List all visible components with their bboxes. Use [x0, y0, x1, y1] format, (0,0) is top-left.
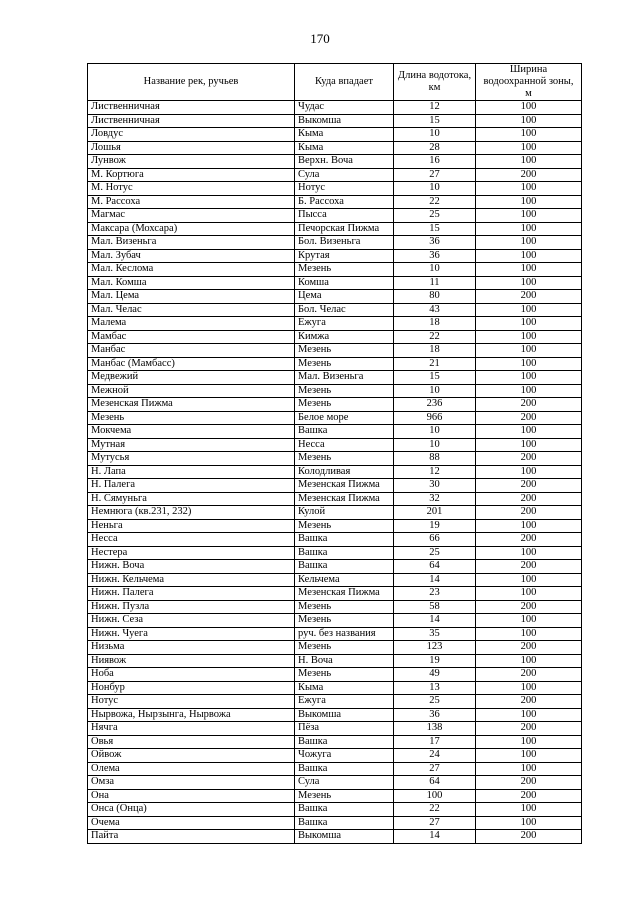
- zone-width-cell: 200: [476, 533, 582, 547]
- river-name-cell: Ноба: [88, 668, 295, 682]
- flows-into-cell: Крутая: [295, 249, 394, 263]
- table-row: [88, 141, 582, 155]
- table-row: [88, 722, 582, 736]
- length-cell: 236: [394, 398, 476, 412]
- length-cell: 88: [394, 452, 476, 466]
- river-name-cell: Манбас: [88, 344, 295, 358]
- table-row: [88, 290, 582, 304]
- zone-width-cell: 200: [476, 168, 582, 182]
- river-name-cell: Мезень: [88, 411, 295, 425]
- zone-width-cell: 100: [476, 182, 582, 196]
- river-name-cell: Лошья: [88, 141, 295, 155]
- length-cell: 138: [394, 722, 476, 736]
- table-row: [88, 317, 582, 331]
- flows-into-cell: Мезенская Пижма: [295, 492, 394, 506]
- river-name-cell: Низьма: [88, 641, 295, 655]
- river-name-cell: Лиственничная: [88, 114, 295, 128]
- length-cell: 28: [394, 141, 476, 155]
- river-name-cell: Пайта: [88, 830, 295, 844]
- flows-into-cell: Мезень: [295, 789, 394, 803]
- zone-width-cell: 100: [476, 317, 582, 331]
- table-row: [88, 452, 582, 466]
- flows-into-cell: Вашка: [295, 803, 394, 817]
- length-cell: 15: [394, 371, 476, 385]
- flows-into-cell: Мезень: [295, 641, 394, 655]
- length-cell: 13: [394, 681, 476, 695]
- table-row: [88, 789, 582, 803]
- length-cell: 43: [394, 303, 476, 317]
- table-row: [88, 128, 582, 142]
- river-name-cell: Омза: [88, 776, 295, 790]
- table-row: [88, 263, 582, 277]
- river-name-cell: Н. Сямуньга: [88, 492, 295, 506]
- table-row: [88, 357, 582, 371]
- length-cell: 15: [394, 222, 476, 236]
- flows-into-cell: Мезень: [295, 384, 394, 398]
- table-row: [88, 816, 582, 830]
- zone-width-cell: 100: [476, 708, 582, 722]
- length-cell: 14: [394, 830, 476, 844]
- length-cell: 25: [394, 546, 476, 560]
- zone-width-cell: 200: [476, 479, 582, 493]
- rivers-table: [87, 63, 582, 844]
- table-row: [88, 249, 582, 263]
- flows-into-cell: Кельчема: [295, 573, 394, 587]
- length-cell: 14: [394, 573, 476, 587]
- zone-width-cell: 100: [476, 371, 582, 385]
- zone-width-cell: 100: [476, 465, 582, 479]
- flows-into-cell: Нотус: [295, 182, 394, 196]
- flows-into-cell: Б. Рассоха: [295, 195, 394, 209]
- river-name-cell: Нижн. Воча: [88, 560, 295, 574]
- zone-width-cell: 100: [476, 573, 582, 587]
- length-cell: 32: [394, 492, 476, 506]
- river-name-cell: Мезенская Пижма: [88, 398, 295, 412]
- flows-into-cell: Цема: [295, 290, 394, 304]
- river-name-cell: Овья: [88, 735, 295, 749]
- table-row: [88, 641, 582, 655]
- river-name-cell: Мал. Визеньга: [88, 236, 295, 250]
- zone-width-cell: 100: [476, 344, 582, 358]
- zone-width-cell: 200: [476, 411, 582, 425]
- length-cell: 14: [394, 614, 476, 628]
- length-cell: 15: [394, 114, 476, 128]
- flows-into-cell: Вашка: [295, 762, 394, 776]
- length-cell: 22: [394, 195, 476, 209]
- table-row: [88, 371, 582, 385]
- table-row: [88, 803, 582, 817]
- length-cell: 966: [394, 411, 476, 425]
- table-row: [88, 182, 582, 196]
- length-cell: 19: [394, 519, 476, 533]
- header-length: Длина водотока, км: [394, 64, 476, 101]
- zone-width-cell: 100: [476, 276, 582, 290]
- length-cell: 36: [394, 708, 476, 722]
- flows-into-cell: Мезень: [295, 344, 394, 358]
- table-row: [88, 627, 582, 641]
- river-name-cell: Манбас (Мамбасс): [88, 357, 295, 371]
- table-row: [88, 101, 582, 115]
- flows-into-cell: Мезень: [295, 398, 394, 412]
- table-row: [88, 411, 582, 425]
- table-row: [88, 546, 582, 560]
- zone-width-cell: 200: [476, 398, 582, 412]
- zone-width-cell: 100: [476, 222, 582, 236]
- zone-width-cell: 100: [476, 546, 582, 560]
- zone-width-cell: 100: [476, 816, 582, 830]
- table-row: [88, 654, 582, 668]
- zone-width-cell: 100: [476, 357, 582, 371]
- zone-width-cell: 100: [476, 209, 582, 223]
- river-name-cell: Нырвожа, Нырзынга, Нырвожа: [88, 708, 295, 722]
- length-cell: 64: [394, 776, 476, 790]
- river-name-cell: Нижн. Пузла: [88, 600, 295, 614]
- zone-width-cell: 100: [476, 681, 582, 695]
- river-name-cell: Нижн. Палега: [88, 587, 295, 601]
- table-row: [88, 506, 582, 520]
- flows-into-cell: Выкомша: [295, 708, 394, 722]
- length-cell: 24: [394, 749, 476, 763]
- table-row: [88, 114, 582, 128]
- river-name-cell: Очема: [88, 816, 295, 830]
- flows-into-cell: Сула: [295, 776, 394, 790]
- zone-width-cell: 100: [476, 425, 582, 439]
- zone-width-cell: 100: [476, 749, 582, 763]
- flows-into-cell: Кыма: [295, 128, 394, 142]
- table-row: [88, 533, 582, 547]
- table-row: [88, 168, 582, 182]
- table-row: [88, 695, 582, 709]
- length-cell: 12: [394, 465, 476, 479]
- river-name-cell: Мутусья: [88, 452, 295, 466]
- length-cell: 64: [394, 560, 476, 574]
- table-row: [88, 681, 582, 695]
- length-cell: 80: [394, 290, 476, 304]
- flows-into-cell: Комша: [295, 276, 394, 290]
- flows-into-cell: Вашка: [295, 533, 394, 547]
- flows-into-cell: Мезень: [295, 357, 394, 371]
- zone-width-cell: 100: [476, 519, 582, 533]
- flows-into-cell: Пёза: [295, 722, 394, 736]
- length-cell: 19: [394, 654, 476, 668]
- river-name-cell: Ойвож: [88, 749, 295, 763]
- river-name-cell: Мал. Цема: [88, 290, 295, 304]
- table-row: [88, 438, 582, 452]
- length-cell: 123: [394, 641, 476, 655]
- table-row: [88, 776, 582, 790]
- length-cell: 58: [394, 600, 476, 614]
- river-name-cell: Лунвож: [88, 155, 295, 169]
- river-name-cell: Нячга: [88, 722, 295, 736]
- flows-into-cell: Ежуга: [295, 317, 394, 331]
- flows-into-cell: Мезень: [295, 263, 394, 277]
- length-cell: 18: [394, 344, 476, 358]
- flows-into-cell: Ежуга: [295, 695, 394, 709]
- table-row: [88, 600, 582, 614]
- table-row: [88, 519, 582, 533]
- flows-into-cell: Бол. Визеньга: [295, 236, 394, 250]
- river-name-cell: Максара (Мохсара): [88, 222, 295, 236]
- table-header: [88, 64, 582, 101]
- zone-width-cell: 200: [476, 290, 582, 304]
- river-name-cell: Н. Лапа: [88, 465, 295, 479]
- zone-width-cell: 200: [476, 600, 582, 614]
- river-name-cell: Немнюга (кв.231, 232): [88, 506, 295, 520]
- river-name-cell: Нижн. Сеза: [88, 614, 295, 628]
- flows-into-cell: Выкомша: [295, 830, 394, 844]
- river-name-cell: Лиственничная: [88, 101, 295, 115]
- length-cell: 27: [394, 816, 476, 830]
- flows-into-cell: Кыма: [295, 681, 394, 695]
- zone-width-cell: 200: [476, 560, 582, 574]
- table-body: [88, 101, 582, 844]
- table-row: [88, 155, 582, 169]
- river-name-cell: Мал. Комша: [88, 276, 295, 290]
- table-row: [88, 303, 582, 317]
- river-name-cell: М. Рассоха: [88, 195, 295, 209]
- length-cell: 27: [394, 168, 476, 182]
- length-cell: 201: [394, 506, 476, 520]
- flows-into-cell: Бол. Челас: [295, 303, 394, 317]
- river-name-cell: Н. Палега: [88, 479, 295, 493]
- river-name-cell: М. Кортюга: [88, 168, 295, 182]
- river-name-cell: Мутная: [88, 438, 295, 452]
- river-name-cell: Нижн. Кельчема: [88, 573, 295, 587]
- zone-width-cell: 200: [476, 641, 582, 655]
- zone-width-cell: 200: [476, 789, 582, 803]
- zone-width-cell: 100: [476, 155, 582, 169]
- table-row: [88, 344, 582, 358]
- table-row: [88, 425, 582, 439]
- zone-width-cell: 100: [476, 114, 582, 128]
- table-row: [88, 195, 582, 209]
- river-name-cell: Мокчема: [88, 425, 295, 439]
- table-row: [88, 614, 582, 628]
- length-cell: 17: [394, 735, 476, 749]
- zone-width-cell: 200: [476, 830, 582, 844]
- page-number: 170: [310, 31, 330, 46]
- zone-width-cell: 100: [476, 384, 582, 398]
- table-row: [88, 465, 582, 479]
- zone-width-cell: 100: [476, 438, 582, 452]
- zone-width-cell: 100: [476, 627, 582, 641]
- zone-width-cell: 100: [476, 330, 582, 344]
- flows-into-cell: Несса: [295, 438, 394, 452]
- length-cell: 22: [394, 330, 476, 344]
- river-name-cell: Магмас: [88, 209, 295, 223]
- flows-into-cell: Мезень: [295, 519, 394, 533]
- table-row: [88, 668, 582, 682]
- zone-width-cell: 200: [476, 492, 582, 506]
- zone-width-cell: 200: [476, 695, 582, 709]
- length-cell: 36: [394, 236, 476, 250]
- flows-into-cell: Н. Воча: [295, 654, 394, 668]
- flows-into-cell: Мезень: [295, 600, 394, 614]
- flows-into-cell: Чудас: [295, 101, 394, 115]
- flows-into-cell: руч. без названия: [295, 627, 394, 641]
- zone-width-cell: 200: [476, 452, 582, 466]
- length-cell: 12: [394, 101, 476, 115]
- river-name-cell: М. Нотус: [88, 182, 295, 196]
- zone-width-cell: 100: [476, 587, 582, 601]
- flows-into-cell: Вашка: [295, 546, 394, 560]
- flows-into-cell: Колодливая: [295, 465, 394, 479]
- river-name-cell: Малема: [88, 317, 295, 331]
- flows-into-cell: Кулой: [295, 506, 394, 520]
- zone-width-cell: 100: [476, 614, 582, 628]
- length-cell: 10: [394, 263, 476, 277]
- river-name-cell: Мал. Челас: [88, 303, 295, 317]
- zone-width-cell: 100: [476, 195, 582, 209]
- river-name-cell: Онса (Онца): [88, 803, 295, 817]
- length-cell: 35: [394, 627, 476, 641]
- flows-into-cell: Мезенская Пижма: [295, 587, 394, 601]
- zone-width-cell: 100: [476, 101, 582, 115]
- zone-width-cell: 200: [476, 668, 582, 682]
- table-row: [88, 749, 582, 763]
- table-row: [88, 222, 582, 236]
- table-row: [88, 384, 582, 398]
- river-name-cell: Олема: [88, 762, 295, 776]
- length-cell: 10: [394, 384, 476, 398]
- flows-into-cell: Вашка: [295, 425, 394, 439]
- river-name-cell: Нотус: [88, 695, 295, 709]
- river-name-cell: Мамбас: [88, 330, 295, 344]
- zone-width-cell: 100: [476, 762, 582, 776]
- length-cell: 10: [394, 438, 476, 452]
- length-cell: 10: [394, 128, 476, 142]
- river-name-cell: Неньга: [88, 519, 295, 533]
- river-name-cell: Нижн. Чуега: [88, 627, 295, 641]
- zone-width-cell: 100: [476, 803, 582, 817]
- river-name-cell: Нонбур: [88, 681, 295, 695]
- flows-into-cell: Кимжа: [295, 330, 394, 344]
- zone-width-cell: 100: [476, 236, 582, 250]
- length-cell: 22: [394, 803, 476, 817]
- zone-width-cell: 100: [476, 263, 582, 277]
- river-name-cell: Нестера: [88, 546, 295, 560]
- length-cell: 66: [394, 533, 476, 547]
- header-river-name: Название рек, ручьев: [88, 64, 295, 101]
- flows-into-cell: Пысса: [295, 209, 394, 223]
- river-name-cell: Она: [88, 789, 295, 803]
- table-row: [88, 236, 582, 250]
- flows-into-cell: Вашка: [295, 816, 394, 830]
- flows-into-cell: Мал. Визеньга: [295, 371, 394, 385]
- zone-width-cell: 200: [476, 776, 582, 790]
- flows-into-cell: Вашка: [295, 735, 394, 749]
- table-row: [88, 762, 582, 776]
- flows-into-cell: Выкомша: [295, 114, 394, 128]
- river-name-cell: Ловдус: [88, 128, 295, 142]
- flows-into-cell: Мезень: [295, 614, 394, 628]
- length-cell: 23: [394, 587, 476, 601]
- flows-into-cell: Чожуга: [295, 749, 394, 763]
- header-row: [88, 64, 582, 101]
- table-row: [88, 330, 582, 344]
- length-cell: 25: [394, 209, 476, 223]
- length-cell: 27: [394, 762, 476, 776]
- zone-width-cell: 100: [476, 654, 582, 668]
- table-row: [88, 573, 582, 587]
- length-cell: 21: [394, 357, 476, 371]
- flows-into-cell: Вашка: [295, 560, 394, 574]
- river-name-cell: Ниявож: [88, 654, 295, 668]
- length-cell: 49: [394, 668, 476, 682]
- length-cell: 25: [394, 695, 476, 709]
- river-name-cell: Мал. Кеслома: [88, 263, 295, 277]
- zone-width-cell: 100: [476, 303, 582, 317]
- flows-into-cell: Мезень: [295, 668, 394, 682]
- header-flows-into: Куда впадает: [295, 64, 394, 101]
- length-cell: 11: [394, 276, 476, 290]
- length-cell: 36: [394, 249, 476, 263]
- length-cell: 18: [394, 317, 476, 331]
- length-cell: 10: [394, 182, 476, 196]
- flows-into-cell: Сула: [295, 168, 394, 182]
- flows-into-cell: Печорская Пижма: [295, 222, 394, 236]
- river-name-cell: Мал. Зубач: [88, 249, 295, 263]
- zone-width-cell: 100: [476, 249, 582, 263]
- length-cell: 100: [394, 789, 476, 803]
- length-cell: 30: [394, 479, 476, 493]
- flows-into-cell: Белое море: [295, 411, 394, 425]
- table-row: [88, 560, 582, 574]
- table-row: [88, 735, 582, 749]
- table-row: [88, 479, 582, 493]
- flows-into-cell: Кыма: [295, 141, 394, 155]
- zone-width-cell: 200: [476, 722, 582, 736]
- table-row: [88, 708, 582, 722]
- river-name-cell: Межной: [88, 384, 295, 398]
- table-row: [88, 492, 582, 506]
- table-row: [88, 587, 582, 601]
- length-cell: 10: [394, 425, 476, 439]
- zone-width-cell: 200: [476, 506, 582, 520]
- table-row: [88, 209, 582, 223]
- zone-width-cell: 100: [476, 735, 582, 749]
- table-row: [88, 398, 582, 412]
- zone-width-cell: 100: [476, 128, 582, 142]
- table-row: [88, 830, 582, 844]
- zone-width-cell: 100: [476, 141, 582, 155]
- header-zone-width: Ширина водоохранной зоны, м: [476, 64, 582, 101]
- river-name-cell: Медвежий: [88, 371, 295, 385]
- river-name-cell: Несса: [88, 533, 295, 547]
- flows-into-cell: Мезенская Пижма: [295, 479, 394, 493]
- length-cell: 16: [394, 155, 476, 169]
- table-row: [88, 276, 582, 290]
- flows-into-cell: Верхн. Воча: [295, 155, 394, 169]
- flows-into-cell: Мезень: [295, 452, 394, 466]
